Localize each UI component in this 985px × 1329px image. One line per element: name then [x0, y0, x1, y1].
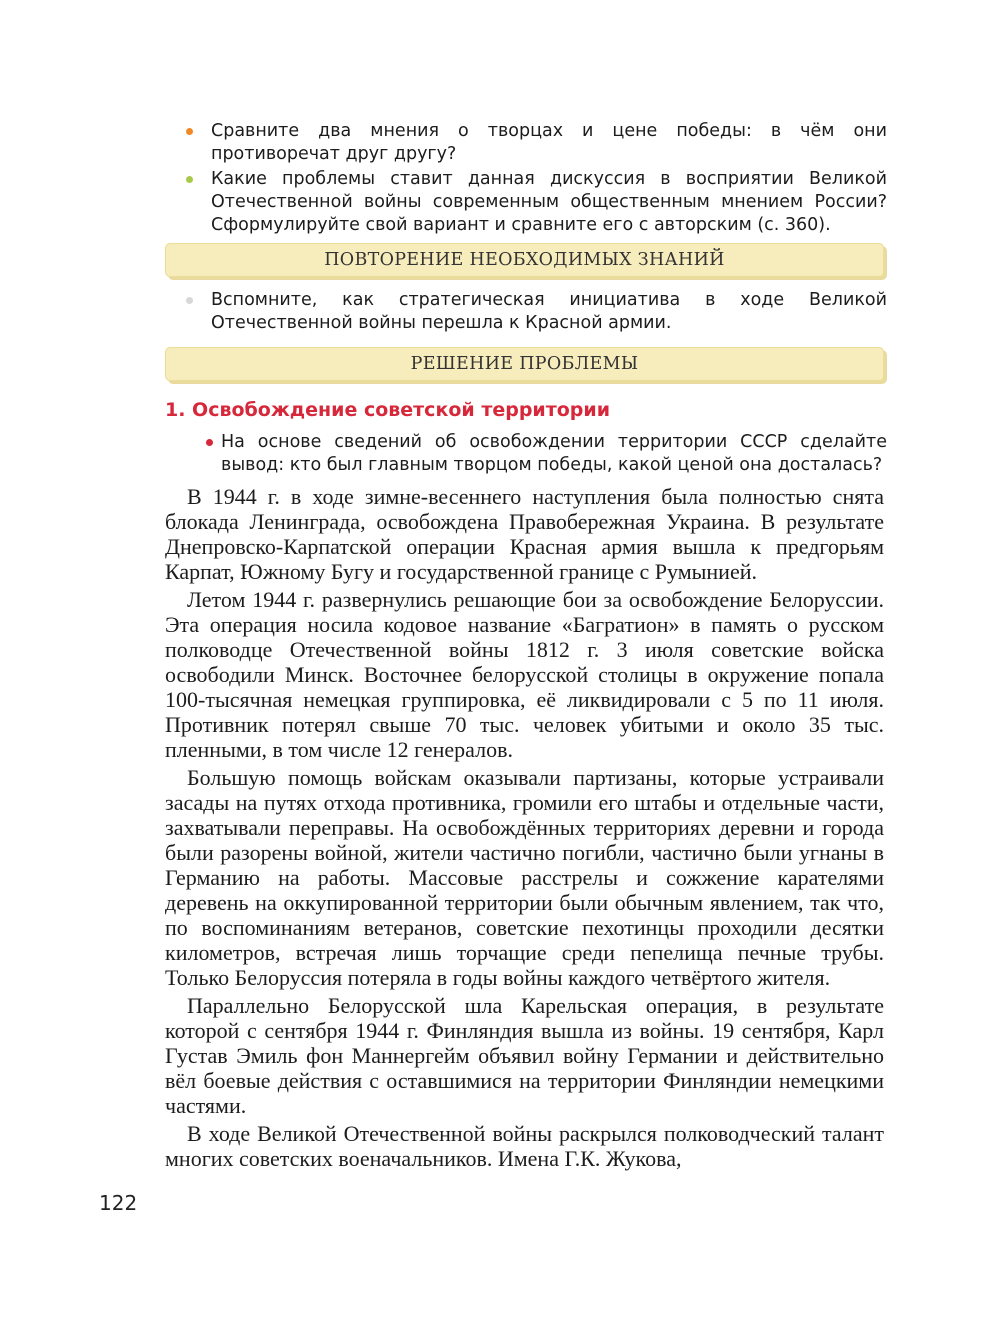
question-item-1	[165, 120, 887, 166]
task-text: На основе сведений об освобождении территории СССР сделайте вывод: кто был главным творцом победы, какой ценой она досталась?	[221, 432, 887, 475]
question-text: Какие проблемы ставит данная дискуссия в восприятии Великой Отечественной войны современным общественным мнением России? Сформулируйте свой вариант и сравните его с авторским (с. 360).	[211, 169, 887, 235]
page-number: 122	[99, 1191, 138, 1215]
section-heading: 1. Освобождение советской территории	[165, 399, 611, 421]
question-text: Сравните два мнения о творцах и цене победы: в чём они противоречат друг другу?	[211, 121, 887, 164]
green-bullet-icon	[186, 176, 193, 183]
task-list	[165, 431, 887, 479]
review-item	[165, 289, 887, 335]
red-bullet-icon	[206, 439, 213, 446]
question-list	[165, 120, 887, 239]
paragraph: В 1944 г. в ходе зимне-весеннего наступления была полностью снята блокада Ленинграда, освобождена Правобережная Украина. В результате Днепровско-Карпатской операции Красная армия вышла к предгорьям Карпат, Южному Бугу и государственной границе с Румынией.	[165, 484, 884, 584]
orange-bullet-icon	[186, 128, 193, 135]
gray-bullet-icon	[186, 297, 193, 304]
body-text	[165, 484, 884, 1174]
review-text: Вспомните, как стратегическая инициатива в ходе Великой Отечественной войны перешла к Красной армии.	[211, 290, 887, 333]
review-banner: ПОВТОРЕНИЕ НЕОБХОДИМЫХ ЗНАНИЙ	[165, 243, 884, 277]
paragraph: Параллельно Белорусской шла Карельская операция, в результате которой с сентября 1944 г. Финляндия вышла из войны. 19 сентября, Карл Густав Эмиль фон Маннергейм объявил войну Германии и действительно вёл боевые действия с оставшимися на территории Финляндии немецкими частями.	[165, 993, 884, 1118]
paragraph: Большую помощь войскам оказывали партизаны, которые устраивали засады на путях отхода противника, громили его штабы и отдельные части, захватывали переправы. На освобождённых территориях деревни и города были разорены войной, жители частично погибли, частично были угнаны в Германию на работы. Массовые расстрелы и сожжение карателями деревень на оккупированной территории были обычным явлением, так что, по воспоминаниям ветеранов, советские пехотинцы проходили десятки километров, встречая лишь торчащие среди пепелища печные трубы. Только Белоруссия потеряла в годы войны каждого четвёртого жителя.	[165, 765, 884, 990]
paragraph: В ходе Великой Отечественной войны раскрылся полководческий талант многих советских военачальников. Имена Г.К. Жукова,	[165, 1121, 884, 1171]
solution-banner: РЕШЕНИЕ ПРОБЛЕМЫ	[165, 347, 884, 381]
task-item	[165, 431, 887, 477]
review-list	[165, 289, 887, 337]
paragraph: Летом 1944 г. развернулись решающие бои за освобождение Белоруссии. Эта операция носила кодовое название «Багратион» в память о русском полководце Отечественной войны 1812 г. 3 июля советские войска освободили Минск. Восточнее белорусской столицы в окружение попала 100-тысячная немецкая группировка, её ликвидировали с 5 по 11 июля. Противник потерял свыше 70 тыс. человек убитыми и около 35 тыс. пленными, в том числе 12 генералов.	[165, 587, 884, 762]
question-item-2	[165, 168, 887, 237]
